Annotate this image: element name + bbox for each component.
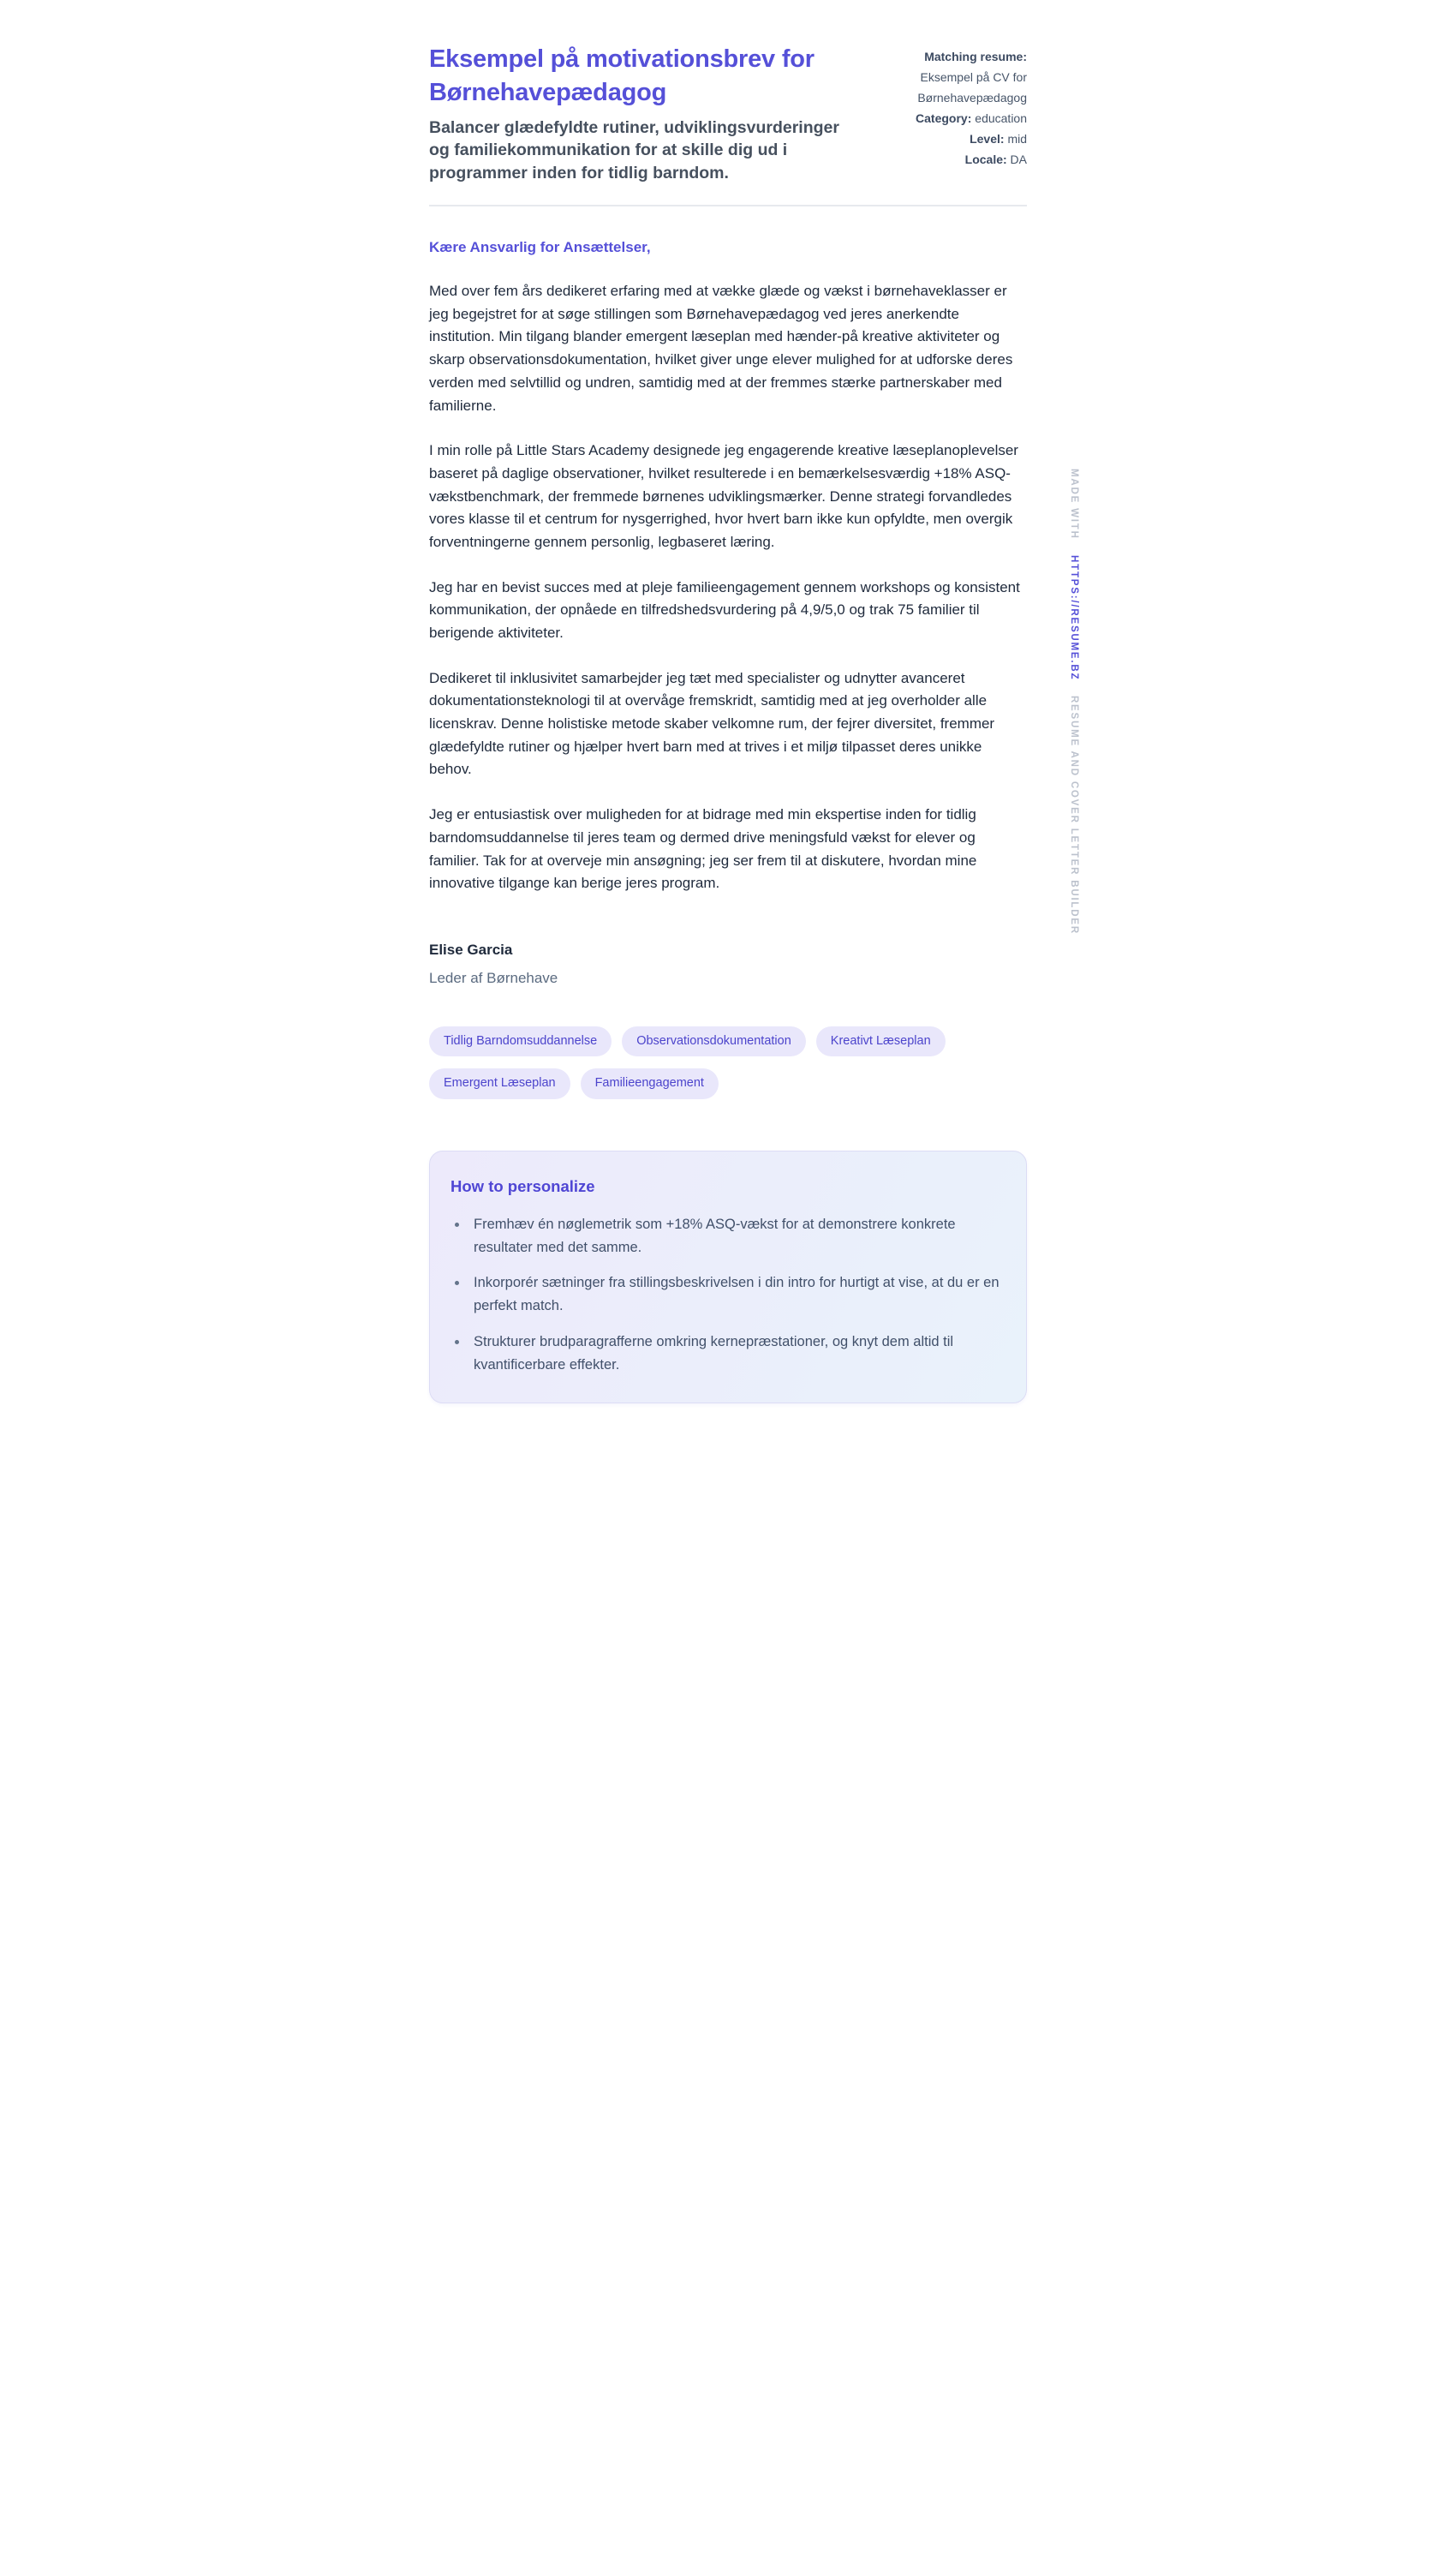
- matching-resume-label: Matching resume:: [924, 50, 1027, 63]
- keyword-tags: [429, 1026, 1027, 1099]
- tip-item: • Strukturer brudparagrafferne omkring kernepræstationer, og knyt dem altid til kvantificerbare effekter.: [468, 1331, 1000, 1377]
- meta-locale: Locale: DA: [964, 153, 1027, 167]
- tip-item: • Inkorporér sætninger fra stillingsbeskrivelsen i din intro for hurtigt at vise, at du er en perfekt match.: [468, 1271, 1000, 1318]
- signature-role: Leder af Børnehave: [429, 969, 558, 986]
- page-title-line-2: Børnehavepædagog: [429, 78, 667, 106]
- letter-greeting: Kære Ansvarlig for Ansættelser,: [429, 239, 651, 256]
- page-title-line-1: Eksempel på motivationsbrev for: [429, 45, 815, 73]
- page-title: [429, 43, 840, 109]
- matching-resume-meta: [859, 43, 1027, 184]
- watermark-suffix: RESUME AND COVER LETTER BUILDER: [1069, 695, 1079, 935]
- meta-category: Category: education: [916, 111, 1027, 126]
- cover-letter-example-page: [364, 0, 1092, 1403]
- tag-pill: Observationsdokumentation: [622, 1026, 806, 1056]
- page-subtitle: Balancer glædefyldte rutiner, udviklingsvurderinger og familiekommunikation for at skille dig ud i programmer inden for tidlig barndom.: [429, 118, 839, 182]
- meta-level: Level: mid: [970, 132, 1027, 147]
- title-block: [429, 43, 840, 184]
- tips-title: How to personalize: [451, 1176, 595, 1195]
- tag-pill: Familieengagement: [581, 1068, 719, 1098]
- tag-pill: Emergent Læseplan: [429, 1068, 570, 1098]
- watermark-vertical-text: [1069, 469, 1079, 935]
- tag-pill: Kreativt Læseplan: [816, 1026, 946, 1056]
- letter-paragraph: Dedikeret til inklusivitet samarbejder jeg tæt med specialister og udnytter avanceret dokumentationsteknologi til at overvåge fremskridt, samtidig med at jeg overholder alle licenskrav. Denne holistiske metode skaber velkomne rum, der fejrer diversitet, fremmer glædefyldte rutiner og hjælper hvert barn med at trives i et miljø tilpasset deres unikke behov.: [429, 669, 995, 778]
- letter-paragraph: Jeg har en bevist succes med at pleje familieengagement gennem workshops og konsistent kommunikation, der opnåede en tilfredshedsvurdering på 4,9/5,0 og trak 75 familier til berigende aktiviteter.: [429, 578, 1020, 641]
- page-content: [364, 0, 1092, 1403]
- matching-resume-value: Eksempel på CV for Børnehavepædagog: [917, 70, 1027, 105]
- watermark-resume-bz-link[interactable]: HTTPS://RESUME.BZ: [1069, 554, 1079, 680]
- letter-paragraph: Med over fem års dedikeret erfaring med at vække glæde og vækst i børnehaveklasser er jeg begejstret for at søge stillingen som Børnehavepædagog ved jeres anerkendte institution. Min tilgang blander emergent læseplan med hænder-på kreative aktiviteter og skarp observationsdokumentation, hvilket giver unge elever mulighed for at udforske deres verden med selvtillid og undren, samtidig med at der fremmes stærke partnerskaber med familierne.: [429, 283, 1013, 414]
- letter-body: [429, 239, 1027, 987]
- letter-paragraph: I min rolle på Little Stars Academy designede jeg engagerende kreative læseplanoplevelser baseret på daglige observationer, hvilket resulterede i en bemærkelsesværdig +18% ASQ-vækstbenchmark, der fremmede børnenes udviklingsmærker. Denne strategi forvandledes vores klasse til et centrum for nysgerrighed, hvor hvert barn ikke kun opfyldte, men overgik forventningerne gennem personlig, legbaseret læring.: [429, 442, 1018, 550]
- how-to-personalize-box: [429, 1151, 1027, 1403]
- tips-list: [451, 1213, 1000, 1377]
- header-divider: [429, 205, 1027, 206]
- signature-name: Elise Garcia: [429, 941, 513, 958]
- tip-item: • Fremhæv én nøglemetrik som +18% ASQ-vækst for at demonstrere konkrete resultater med det samme.: [468, 1213, 1000, 1259]
- tag-pill: Tidlig Barndomsuddannelse: [429, 1026, 612, 1056]
- letter-paragraph: Jeg er entusiastisk over muligheden for at bidrage med min ekspertise inden for tidlig barndomsuddannelse til jeres team og dermed drive meningsfuld vækst for elever og familier. Tak for at overveje min ansøgning; jeg ser frem til at diskutere, hvordan mine innovative tilgange kan berige jeres program.: [429, 806, 977, 892]
- watermark-prefix: MADE WITH: [1069, 469, 1079, 540]
- page-header: [429, 43, 1027, 184]
